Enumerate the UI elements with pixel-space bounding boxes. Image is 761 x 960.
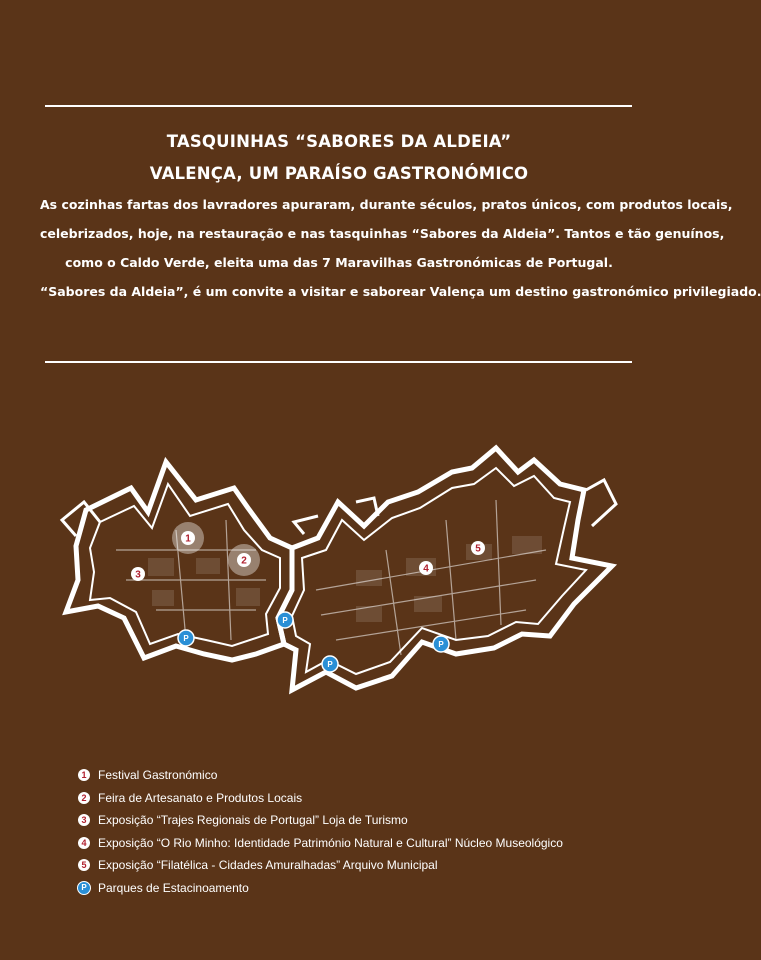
building-block xyxy=(356,570,382,586)
parking-pin-label: P xyxy=(438,640,444,649)
parking-pin[interactable] xyxy=(178,630,194,646)
outwork xyxy=(294,516,318,534)
parking-pin-label: P xyxy=(282,616,288,625)
outwork xyxy=(586,480,616,526)
map-legend xyxy=(78,764,638,899)
building-block xyxy=(236,588,260,606)
map-marker-5-label: 5 xyxy=(475,543,481,555)
map-marker-5[interactable] xyxy=(471,541,485,555)
top-divider xyxy=(45,105,632,107)
bottom-divider xyxy=(45,361,632,363)
marker-1-icon: 1 xyxy=(78,769,90,781)
marker-2-icon: 2 xyxy=(78,792,90,804)
legend-label: Exposição “O Rio Minho: Identidade Património Natural e Cultural” Núcleo Museológico xyxy=(98,835,563,850)
parking-pin[interactable] xyxy=(433,636,449,652)
map-marker-2-label: 2 xyxy=(241,555,247,567)
marker-4-icon: 4 xyxy=(78,837,90,849)
intro-line: celebrizados, hoje, na restauração e nas tasquinhas “Sabores da Aldeia”. Tantos e tão genuínos, xyxy=(40,226,725,241)
legend-label: Parques de Estacinoamento xyxy=(98,880,249,895)
map-marker-2[interactable] xyxy=(237,553,251,567)
building-block xyxy=(512,536,542,554)
legend-item-parking xyxy=(78,877,638,900)
legend-item-rio-minho xyxy=(78,832,638,855)
marker-3-icon: 3 xyxy=(78,814,90,826)
legend-label: Exposição “Filatélica - Cidades Amuralhadas” Arquivo Municipal xyxy=(98,858,438,873)
intro-line: “Sabores da Aldeia”, é um convite a visitar e saborear Valença um destino gastronómico privilegiado. xyxy=(40,284,761,299)
map-marker-4[interactable] xyxy=(419,561,433,575)
fortress-map xyxy=(56,440,624,700)
parking-pin-label: P xyxy=(183,634,189,643)
intro-body xyxy=(40,190,761,306)
legend-label: Feira de Artesanato e Produtos Locais xyxy=(98,790,303,805)
marker-5-icon: 5 xyxy=(78,859,90,871)
legend-item-trajes xyxy=(78,809,638,832)
building-block xyxy=(414,596,442,612)
intro-title: TASQUINHAS “SABORES DA ALDEIA” xyxy=(166,132,512,151)
east-fortress-outer-wall xyxy=(278,448,612,690)
legend-item-feira xyxy=(78,787,638,810)
building-block xyxy=(148,558,174,576)
legend-label: Exposição “Trajes Regionais de Portugal” Loja de Turismo xyxy=(98,813,408,828)
legend-item-filatelica xyxy=(78,854,638,877)
intro-line: As cozinhas fartas dos lavradores apuraram, durante séculos, pratos únicos, com produtos locais, xyxy=(40,197,733,212)
street xyxy=(496,500,501,625)
parking-pin[interactable] xyxy=(277,612,293,628)
map-marker-3[interactable] xyxy=(131,567,145,581)
intro-text xyxy=(40,132,761,306)
building-block xyxy=(356,606,382,622)
legend-label: Festival Gastronómico xyxy=(98,768,218,783)
map-marker-4-label: 4 xyxy=(423,563,429,575)
map-marker-3-label: 3 xyxy=(135,569,141,581)
building-block xyxy=(152,590,174,606)
parking-pin-icon: P xyxy=(77,881,91,895)
map-marker-1[interactable] xyxy=(181,531,195,545)
map-marker-1-label: 1 xyxy=(185,533,191,545)
intro-subtitle: VALENÇA, UM PARAÍSO GASTRONÓMICO xyxy=(149,164,529,183)
parking-pin-label: P xyxy=(327,660,333,669)
parking-pin[interactable] xyxy=(322,656,338,672)
intro-line: como o Caldo Verde, eleita uma das 7 Maravilhas Gastronómicas de Portugal. xyxy=(65,255,613,270)
building-block xyxy=(196,558,220,574)
legend-item-festival xyxy=(78,764,638,787)
